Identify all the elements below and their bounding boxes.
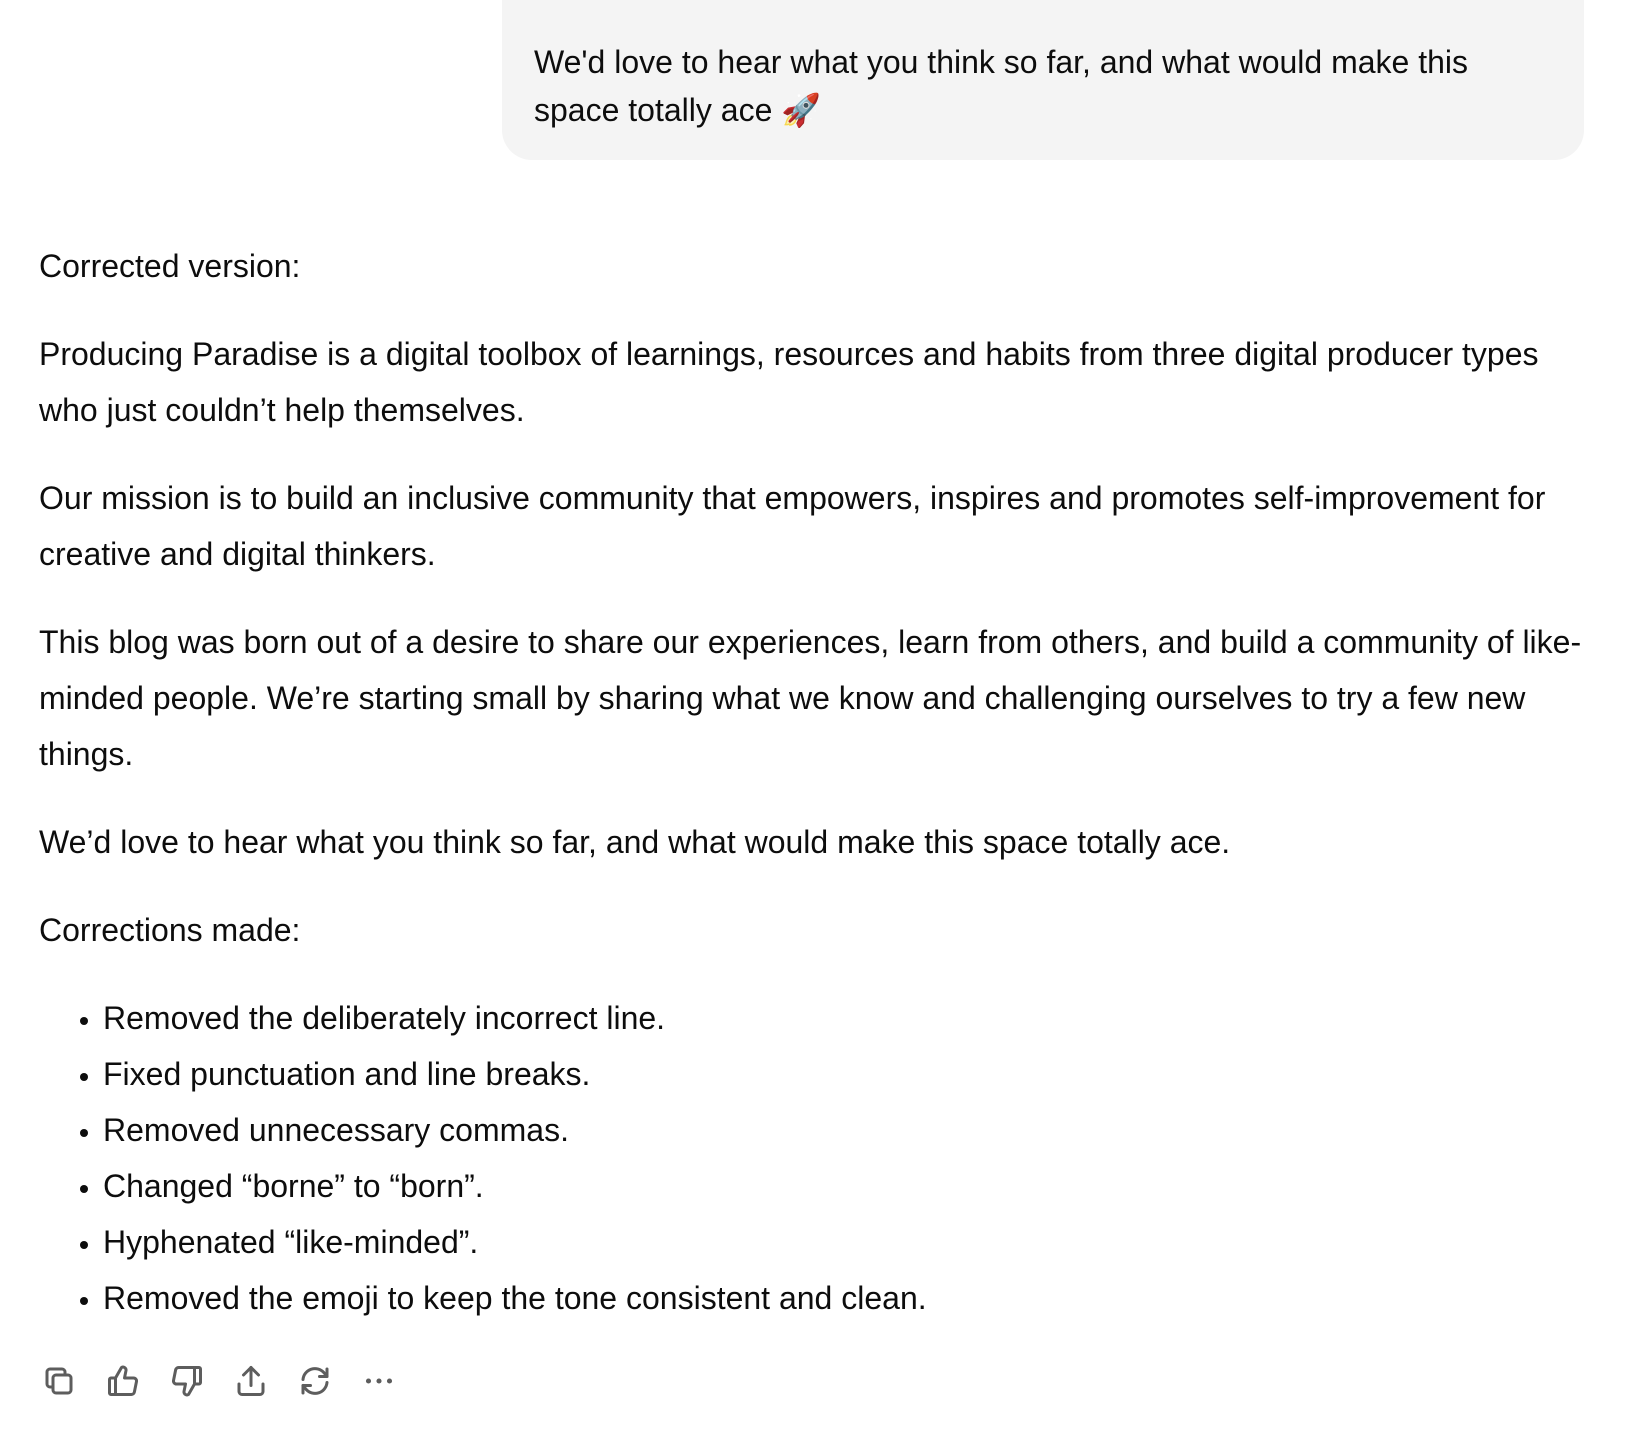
copy-icon — [41, 1363, 77, 1399]
user-message-bubble — [502, 0, 1584, 160]
list-item: • Changed “borne” to “born”. — [103, 1158, 1599, 1214]
paragraph-blog: This blog was born out of a desire to share our experiences, learn from others, and build a community of like-minded people. We’re starting small by sharing what we know and challenging ourselves to try a few new things. — [39, 624, 1582, 772]
list-item: • Removed the deliberately incorrect line. — [103, 990, 1599, 1046]
corrected-version-heading: Corrected version: — [39, 248, 301, 284]
list-item: • Removed the emoji to keep the tone consistent and clean. — [103, 1270, 1599, 1326]
more-button[interactable] — [356, 1358, 402, 1404]
paragraph-mission: Our mission is to build an inclusive community that empowers, inspires and promotes self-improvement for creative and digital thinkers. — [39, 480, 1546, 572]
corrections-heading: Corrections made: — [39, 912, 301, 948]
more-icon — [361, 1363, 397, 1399]
message-actions-toolbar — [36, 1358, 402, 1404]
corrections-list — [39, 990, 1599, 1326]
paragraph-closing: We’d love to hear what you think so far, and what would make this space totally ace. — [39, 824, 1231, 860]
list-item: • Fixed punctuation and line breaks. — [103, 1046, 1599, 1102]
share-button[interactable] — [228, 1358, 274, 1404]
assistant-message — [39, 238, 1599, 1326]
list-item: • Hyphenated “like-minded”. — [103, 1214, 1599, 1270]
thumbs-up-button[interactable] — [100, 1358, 146, 1404]
paragraph-intro: Producing Paradise is a digital toolbox of learnings, resources and habits from three digital producer types who just couldn’t help themselves. — [39, 336, 1539, 428]
share-icon — [233, 1363, 269, 1399]
copy-button[interactable] — [36, 1358, 82, 1404]
thumbs-down-button[interactable] — [164, 1358, 210, 1404]
regenerate-button[interactable] — [292, 1358, 338, 1404]
list-item: • Removed unnecessary commas. — [103, 1102, 1599, 1158]
thumbs-up-icon — [105, 1363, 141, 1399]
thumbs-down-icon — [169, 1363, 205, 1399]
user-message-text: We'd love to hear what you think so far, and what would make this space totally ace 🚀 — [534, 44, 1469, 128]
regenerate-icon — [297, 1363, 333, 1399]
